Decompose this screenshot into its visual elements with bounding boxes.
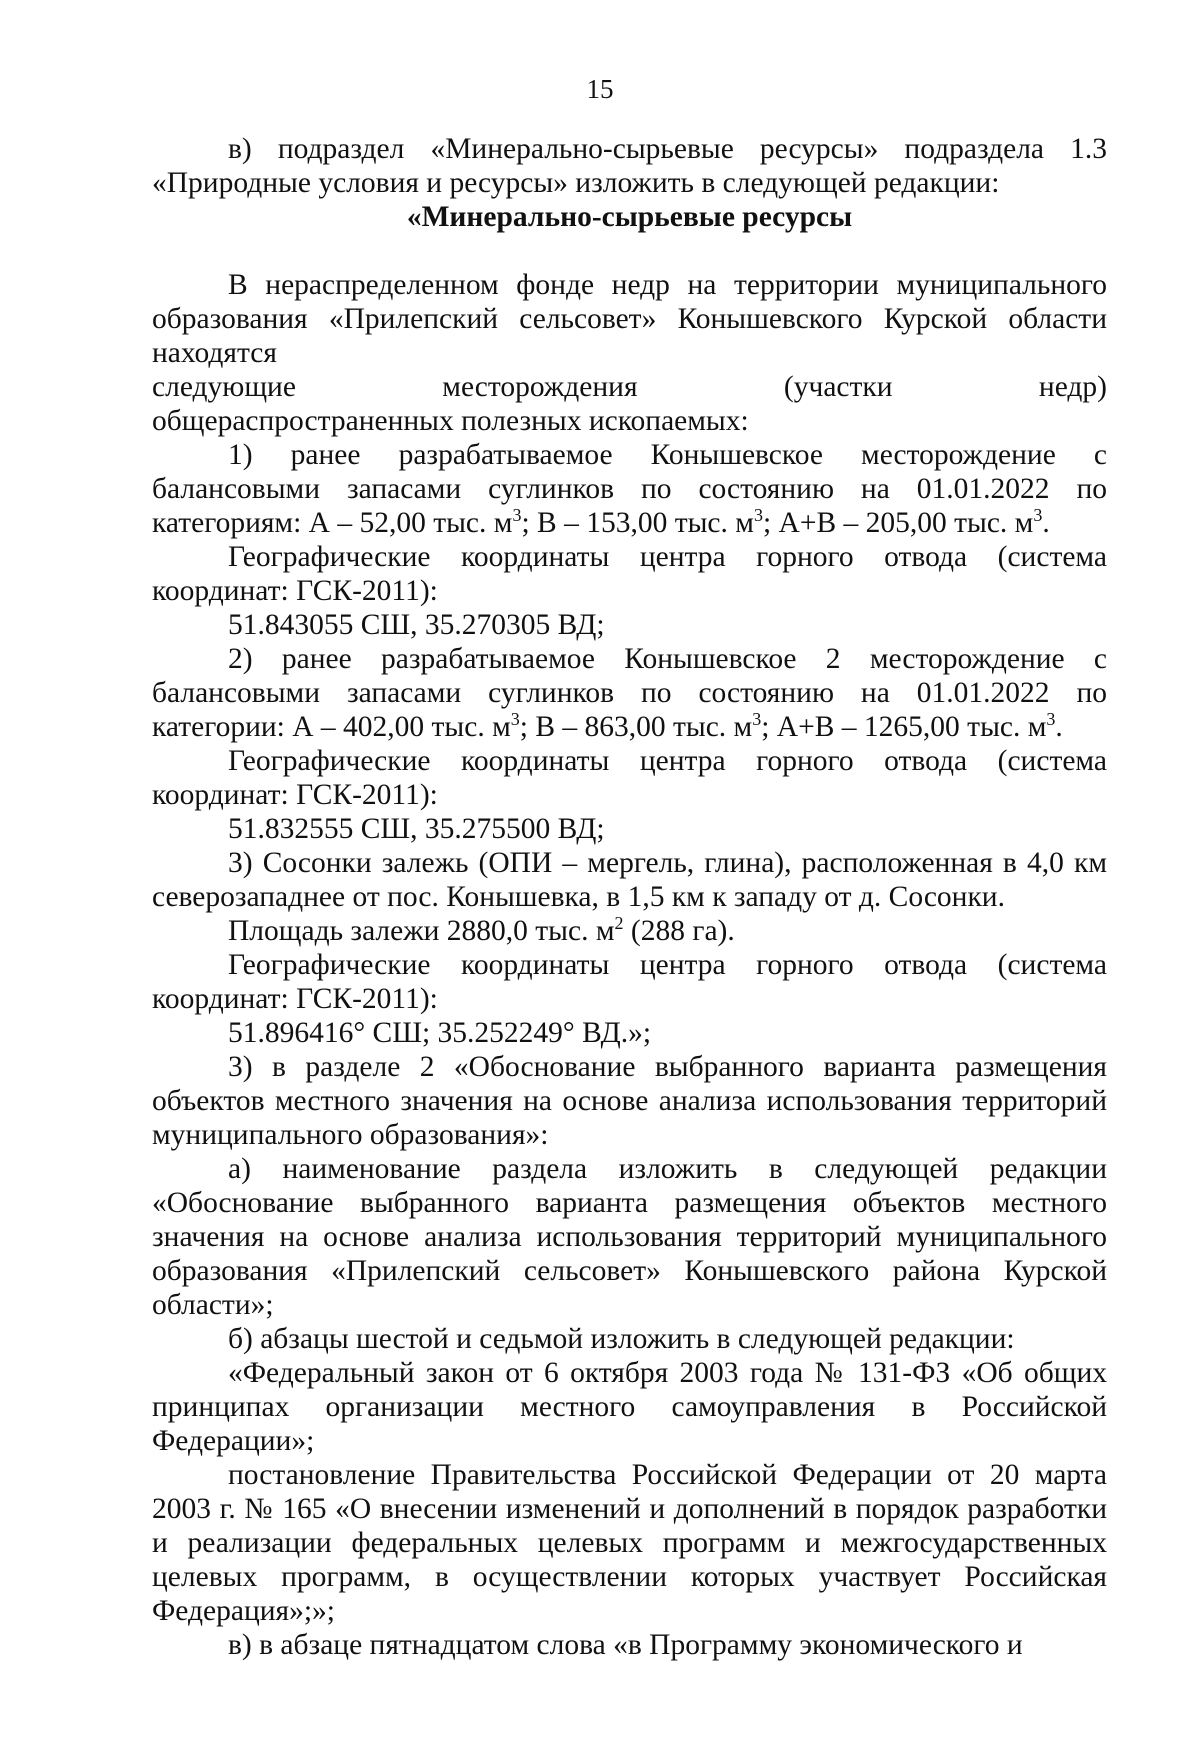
coordinates: 51.832555 СШ, 35.275500 ВД; [228, 813, 605, 845]
paragraph: а) наименование раздела изложить в следующей редакции «Обоснование выбранного варианта размещения объектов местного значения на основе анализа использования территорий муниципального образования «Прилепский сельсовет» Конышевского района Курской области»; [152, 1153, 1107, 1321]
page-number: 15 [586, 74, 614, 104]
superscript: 3 [752, 709, 762, 729]
area-text: Площадь залежи 2880,0 тыс. м [228, 915, 615, 947]
deposit-text: ; А+В – 205,00 тыс. м [762, 507, 1034, 539]
superscript: 3 [753, 505, 763, 525]
superscript: 3 [1033, 505, 1043, 525]
document-body [152, 132, 1107, 1662]
paragraph-line: следующие месторождения (участки недр) [152, 371, 1107, 403]
paragraph: в) подраздел «Минерально-сырьевые ресурсы» подраздела 1.3 «Природные условия и ресурсы» изложить в следующей редакции: [152, 133, 1107, 199]
coordinates: 51.843055 СШ, 35.270305 ВД; [228, 609, 605, 641]
paragraph [152, 914, 1107, 948]
deposit-text: 1) ранее разрабатываемое Конышевское месторождение с балансовыми запасами суглинков по состоянию на 01.01.2022 по категориям: А – 52,00 тыс. м [152, 439, 1107, 539]
paragraph: 3) в разделе 2 «Обоснование выбранного варианта размещения объектов местного значения на основе анализа использования территорий муниципального образования»: [152, 1051, 1107, 1151]
paragraph: Географические координаты центра горного отвода (система координат: ГСК-2011): [152, 541, 1107, 607]
superscript: 3 [510, 709, 520, 729]
deposit-item-2 [152, 642, 1107, 744]
deposit-text: 2) ранее разрабатываемое Конышевское 2 месторождение с балансовыми запасами суглинков по состоянию на 01.01.2022 по категории: А – 402,00 тыс. м [152, 643, 1107, 743]
paragraph: «Федеральный закон от 6 октября 2003 года № 131-ФЗ «Об общих принципах организации местного самоуправления в Российской Федерации»; [152, 1357, 1107, 1457]
area-text: (288 га). [623, 915, 735, 947]
superscript: 3 [1046, 709, 1056, 729]
paragraph: б) абзацы шестой и седьмой изложить в следующей редакции: [228, 1323, 1015, 1355]
section-heading: «Минерально-сырьевые ресурсы [406, 201, 853, 233]
superscript: 3 [512, 505, 522, 525]
paragraph: Географические координаты центра горного отвода (система координат: ГСК-2011): [152, 949, 1107, 1015]
deposit-text: . [1055, 711, 1063, 743]
paragraph-text: В нераспределенном фонде недр на территории муниципального образования «Прилепский сельсовет» Конышевского Курской области находятся [152, 269, 1107, 369]
deposit-item-3: 3) Сосонки залежь (ОПИ – мергель, глина), расположенная в 4,0 км северозападнее от пос. Конышевка, в 1,5 км к западу от д. Сосонки. [152, 847, 1107, 913]
coordinates: 51.896416° СШ; 35.252249° ВД.»; [228, 1017, 652, 1049]
deposit-item-1 [152, 438, 1107, 540]
paragraph: постановление Правительства Российской Федерации от 20 марта 2003 г. № 165 «О внесении изменений и дополнений в порядок разработки и реализации федеральных целевых программ и межгосударственных целевых программ, в осуществлении которых участвует Российская Федерация»;»; [152, 1459, 1107, 1627]
paragraph-line: общераспространенных полезных ископаемых: [152, 405, 749, 437]
deposit-text: ; В – 863,00 тыс. м [519, 711, 753, 743]
deposit-text: ; В – 153,00 тыс. м [521, 507, 754, 539]
deposit-text: ; А+В – 1265,00 тыс. м [761, 711, 1047, 743]
paragraph: Географические координаты центра горного отвода (система координат: ГСК-2011): [152, 745, 1107, 811]
deposit-text: . [1042, 507, 1050, 539]
superscript: 2 [614, 913, 624, 933]
paragraph [152, 268, 1107, 370]
paragraph: в) в абзаце пятнадцатом слова «в Программу экономического и [228, 1629, 1023, 1661]
